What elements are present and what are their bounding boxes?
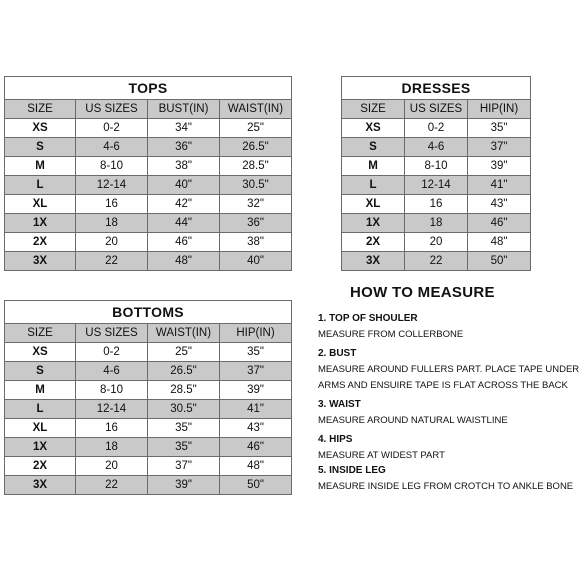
- size-cell: 3X: [5, 252, 76, 271]
- table-row: [342, 157, 531, 176]
- hip-cell: 35": [468, 119, 531, 138]
- table-row: [342, 214, 531, 233]
- table-row: [342, 252, 531, 271]
- table-row: [342, 176, 531, 195]
- table-row: [5, 419, 292, 438]
- waist-cell: 30.5": [220, 176, 292, 195]
- table-row: [342, 195, 531, 214]
- us-size-cell: 18: [405, 214, 468, 233]
- size-cell: S: [5, 362, 76, 381]
- step-description: MEASURE FROM COLLERBONE: [318, 329, 464, 340]
- column-header-hip: HIP(IN): [468, 100, 531, 119]
- waist-cell: 26.5": [220, 138, 292, 157]
- hip-cell: 39": [220, 381, 292, 400]
- us-size-cell: 20: [76, 457, 148, 476]
- us-size-cell: 4-6: [76, 362, 148, 381]
- step-description: MEASURE AT WIDEST PART: [318, 450, 445, 461]
- us-size-cell: 18: [76, 214, 148, 233]
- us-size-cell: 4-6: [76, 138, 148, 157]
- column-header-us-sizes: US SIZES: [76, 100, 148, 119]
- hip-cell: 48": [468, 233, 531, 252]
- table-row: [5, 138, 292, 157]
- step-description: MEASURE AROUND NATURAL WAISTLINE: [318, 415, 508, 426]
- hip-cell: 41": [220, 400, 292, 419]
- table-row: [5, 233, 292, 252]
- us-size-cell: 22: [405, 252, 468, 271]
- size-cell: 1X: [5, 438, 76, 457]
- size-cell: 1X: [5, 214, 76, 233]
- bottoms-size-table: [4, 300, 292, 495]
- waist-cell: 28.5": [220, 157, 292, 176]
- tops-size-table: [4, 76, 292, 271]
- dresses-size-table: [341, 76, 531, 271]
- dresses-table-title: DRESSES: [342, 77, 531, 100]
- bust-cell: 38": [148, 157, 220, 176]
- us-size-cell: 16: [405, 195, 468, 214]
- column-header-us-sizes: US SIZES: [405, 100, 468, 119]
- us-size-cell: 0-2: [405, 119, 468, 138]
- waist-cell: 25": [220, 119, 292, 138]
- waist-cell: 28.5": [148, 381, 220, 400]
- column-header-waist: WAIST(IN): [148, 324, 220, 343]
- table-row: [342, 233, 531, 252]
- hip-cell: 35": [220, 343, 292, 362]
- step-title: 5. INSIDE LEG: [318, 465, 386, 476]
- column-header-hip: HIP(IN): [220, 324, 292, 343]
- us-size-cell: 20: [405, 233, 468, 252]
- column-header-size: SIZE: [5, 100, 76, 119]
- waist-cell: 35": [148, 419, 220, 438]
- table-row: [5, 343, 292, 362]
- bust-cell: 36": [148, 138, 220, 157]
- us-size-cell: 12-14: [76, 400, 148, 419]
- size-cell: L: [5, 400, 76, 419]
- step-description: MEASURE INSIDE LEG FROM CROTCH TO ANKLE BONE: [318, 481, 574, 492]
- measure-step-inside-leg: [318, 465, 580, 494]
- us-size-cell: 4-6: [405, 138, 468, 157]
- size-cell: L: [342, 176, 405, 195]
- waist-cell: 25": [148, 343, 220, 362]
- bottoms-table-title: BOTTOMS: [5, 301, 292, 324]
- column-header-size: SIZE: [342, 100, 405, 119]
- bust-cell: 42": [148, 195, 220, 214]
- tops-table-title: TOPS: [5, 77, 292, 100]
- table-row: [5, 214, 292, 233]
- size-cell: M: [5, 381, 76, 400]
- us-size-cell: 12-14: [405, 176, 468, 195]
- us-size-cell: 8-10: [76, 157, 148, 176]
- table-row: [5, 438, 292, 457]
- size-cell: L: [5, 176, 76, 195]
- us-size-cell: 22: [76, 476, 148, 495]
- size-cell: S: [342, 138, 405, 157]
- step-title: 4. HIPS: [318, 434, 353, 445]
- us-size-cell: 16: [76, 195, 148, 214]
- bust-cell: 40": [148, 176, 220, 195]
- us-size-cell: 22: [76, 252, 148, 271]
- size-cell: XL: [5, 419, 76, 438]
- waist-cell: 39": [148, 476, 220, 495]
- waist-cell: 26.5": [148, 362, 220, 381]
- hip-cell: 48": [220, 457, 292, 476]
- hip-cell: 39": [468, 157, 531, 176]
- waist-cell: 37": [148, 457, 220, 476]
- table-row: [5, 252, 292, 271]
- hip-cell: 50": [468, 252, 531, 271]
- hip-cell: 46": [220, 438, 292, 457]
- hip-cell: 50": [220, 476, 292, 495]
- bust-cell: 44": [148, 214, 220, 233]
- size-cell: 2X: [5, 457, 76, 476]
- how-to-measure-title: HOW TO MEASURE: [350, 284, 495, 301]
- step-title: 3. WAIST: [318, 399, 361, 410]
- size-cell: 3X: [342, 252, 405, 271]
- step-title: 2. BUST: [318, 348, 357, 359]
- table-row: [342, 138, 531, 157]
- waist-cell: 40": [220, 252, 292, 271]
- waist-cell: 38": [220, 233, 292, 252]
- column-header-bust: BUST(IN): [148, 100, 220, 119]
- waist-cell: 35": [148, 438, 220, 457]
- size-cell: XL: [5, 195, 76, 214]
- column-header-waist: WAIST(IN): [220, 100, 292, 119]
- us-size-cell: 8-10: [76, 381, 148, 400]
- column-header-us-sizes: US SIZES: [76, 324, 148, 343]
- us-size-cell: 12-14: [76, 176, 148, 195]
- measure-step-bust: [318, 348, 580, 393]
- bust-cell: 46": [148, 233, 220, 252]
- hip-cell: 43": [220, 419, 292, 438]
- waist-cell: 32": [220, 195, 292, 214]
- table-row: [5, 457, 292, 476]
- table-row: [5, 157, 292, 176]
- table-row: [5, 176, 292, 195]
- size-cell: S: [5, 138, 76, 157]
- size-cell: 1X: [342, 214, 405, 233]
- size-cell: XL: [342, 195, 405, 214]
- measure-step-shoulder: [318, 313, 580, 342]
- how-to-measure-section: [318, 283, 580, 494]
- table-row: [5, 362, 292, 381]
- size-cell: XS: [342, 119, 405, 138]
- table-row: [5, 400, 292, 419]
- table-row: [5, 119, 292, 138]
- size-cell: XS: [5, 119, 76, 138]
- hip-cell: 43": [468, 195, 531, 214]
- us-size-cell: 16: [76, 419, 148, 438]
- table-row: [342, 119, 531, 138]
- size-cell: M: [5, 157, 76, 176]
- size-cell: 3X: [5, 476, 76, 495]
- waist-cell: 36": [220, 214, 292, 233]
- hip-cell: 37": [468, 138, 531, 157]
- table-row: [5, 195, 292, 214]
- us-size-cell: 20: [76, 233, 148, 252]
- hip-cell: 46": [468, 214, 531, 233]
- waist-cell: 30.5": [148, 400, 220, 419]
- bust-cell: 48": [148, 252, 220, 271]
- measure-step-waist: [318, 399, 580, 428]
- column-header-size: SIZE: [5, 324, 76, 343]
- table-row: [5, 381, 292, 400]
- us-size-cell: 18: [76, 438, 148, 457]
- table-row: [5, 476, 292, 495]
- measure-step-hips: [318, 434, 580, 463]
- us-size-cell: 0-2: [76, 343, 148, 362]
- size-cell: XS: [5, 343, 76, 362]
- step-description: MEASURE AROUND FULLERS PART. PLACE TAPE UNDER: [318, 364, 580, 375]
- size-cell: 2X: [5, 233, 76, 252]
- bust-cell: 34": [148, 119, 220, 138]
- us-size-cell: 8-10: [405, 157, 468, 176]
- step-title: 1. TOP OF SHOULER: [318, 313, 418, 324]
- size-cell: 2X: [342, 233, 405, 252]
- size-cell: M: [342, 157, 405, 176]
- hip-cell: 37": [220, 362, 292, 381]
- hip-cell: 41": [468, 176, 531, 195]
- us-size-cell: 0-2: [76, 119, 148, 138]
- step-description: ARMS AND ENSUIRE TAPE IS FLAT ACROSS THE BACK: [318, 380, 568, 391]
